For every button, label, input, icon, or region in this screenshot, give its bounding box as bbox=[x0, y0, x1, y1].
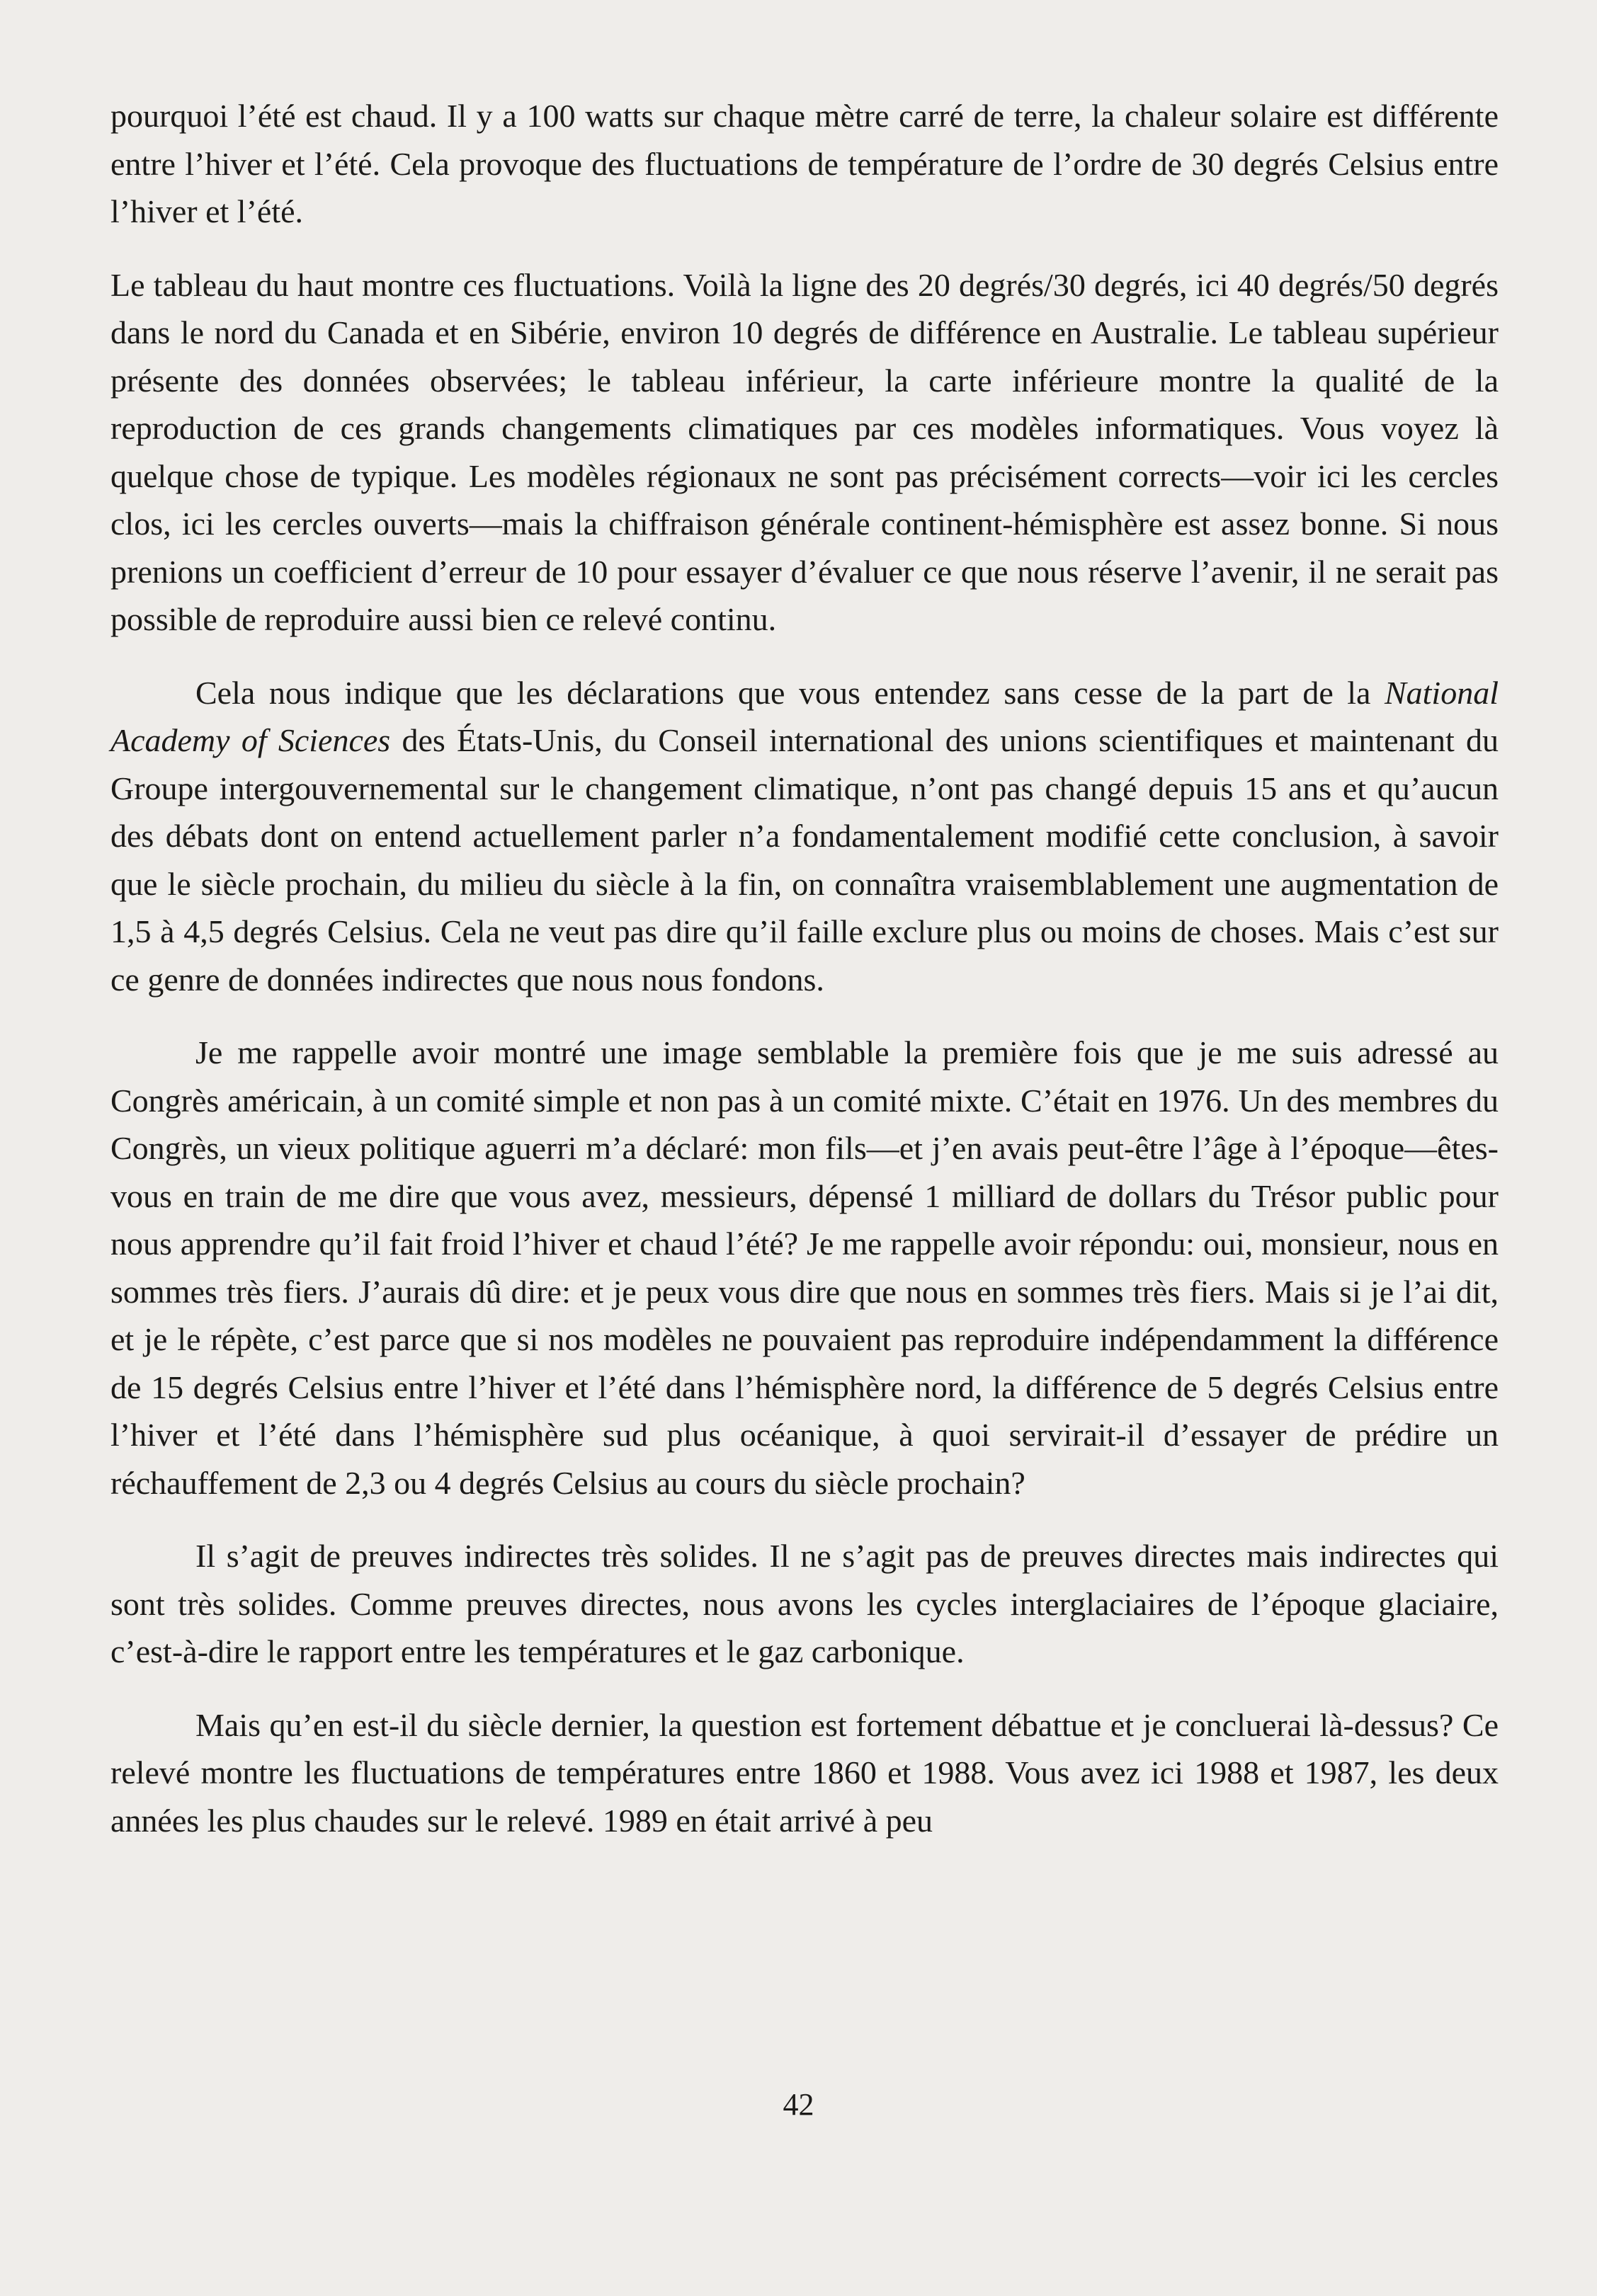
paragraph-5: Il s’agit de preuves indirectes très solides. Il ne s’agit pas de preuves directes mais indirectes qui sont très solides. Comme preuves directes, nous avons les cycles interglaciaires de l’époque glaciaire, c’est-à-dire le rapport entre les températures et le gaz carbonique. bbox=[110, 1538, 1499, 1669]
paragraph-1: pourquoi l’été est chaud. Il y a 100 watts sur chaque mètre carré de terre, la chaleur solaire est différente entre l’hiver et l’été. Cela provoque des fluctuations de température de l’ordre de 30 degrés Celsius entre l’hiver et l’été. bbox=[110, 98, 1499, 229]
page-number: 42 bbox=[783, 2087, 814, 2122]
paragraph-6: Mais qu’en est-il du siècle dernier, la question est fortement débattue et je concluerai là-dessus? Ce relevé montre les fluctuations de températures entre 1860 et 1988. Vous avez ici 1988 et 1987, les deux années les plus chaudes sur le relevé. 1989 en était arrivé à peu bbox=[110, 1706, 1499, 1839]
page-body bbox=[110, 92, 1499, 1870]
paragraph-3-after: des États-Unis, du Conseil international des unions scientifiques et maintenant du Groupe intergouvernemental sur le changement climatique, n’ont pas changé depuis 15 ans et qu’aucun des débats dont on entend actuellement parler n’a fondamentalement modifié cette conclusion, à savoir que le siècle prochain, du milieu du siècle à la fin, on connaîtra vraisemblablement une augmentation de 1,5 à 4,5 degrés Celsius. Cela ne veut pas dire qu’il faille exclure plus ou moins de choses. Mais c’est sur ce genre de données indirectes que nous nous fondons. bbox=[110, 722, 1499, 998]
paragraph-3 bbox=[110, 669, 1499, 1004]
paragraph-3-italic-title: National Academy of Sciences bbox=[110, 674, 1499, 758]
paragraph-2: Le tableau du haut montre ces fluctuations. Voilà la ligne des 20 degrés/30 degrés, ici 40 degrés/50 degrés dans le nord du Canada et en Sibérie, environ 10 degrés de différence en Australie. Le tableau supérieur présente des données observées; le tableau inférieur, la carte inférieure montre la qualité de la reproduction de ces grands changements climatiques par ces modèles informatiques. Vous voyez là quelque chose de typique. Les modèles régionaux ne sont pas précisément corrects—voir ici les cercles clos, ici les cercles ouverts—mais la chiffraison générale continent-hémisphère est assez bonne. Si nous prenions un coefficient d’erreur de 10 pour essayer d’évaluer ce que nous réserve l’avenir, il ne serait pas possible de reproduire aussi bien ce relevé continu. bbox=[110, 266, 1499, 637]
paragraph-4: Je me rappelle avoir montré une image semblable la première fois que je me suis adressé au Congrès américain, à un comité simple et non pas à un comité mixte. C’était en 1976. Un des membres du Congrès, un vieux politique aguerri m’a déclaré: mon fils—et j’en avais peut-être l’âge à l’époque—êtes-vous en train de me dire que vous avez, messieurs, dépensé 1 milliard de dollars du Trésor public pour nous apprendre qu’il fait froid l’hiver et chaud l’été? Je me rappelle avoir répondu: oui, monsieur, nous en sommes très fiers. J’aurais dû dire: et je peux vous dire que nous en sommes très fiers. Mais si je l’ai dit, et je le répète, c’est parce que si nos modèles ne pouvaient pas reproduire indépendamment la différence de 15 degrés Celsius entre l’hiver et l’été dans l’hémisphère nord, la différence de 5 degrés Celsius entre l’hiver et l’été dans l’hémisphère sud plus océanique, à quoi servirait-il d’essayer de prédire un réchauffement de 2,3 ou 4 degrés Celsius au cours du siècle prochain? bbox=[110, 1034, 1499, 1501]
paragraph-3-before: Cela nous indique que les déclarations que vous entendez sans cesse de la part de la bbox=[195, 674, 1385, 711]
